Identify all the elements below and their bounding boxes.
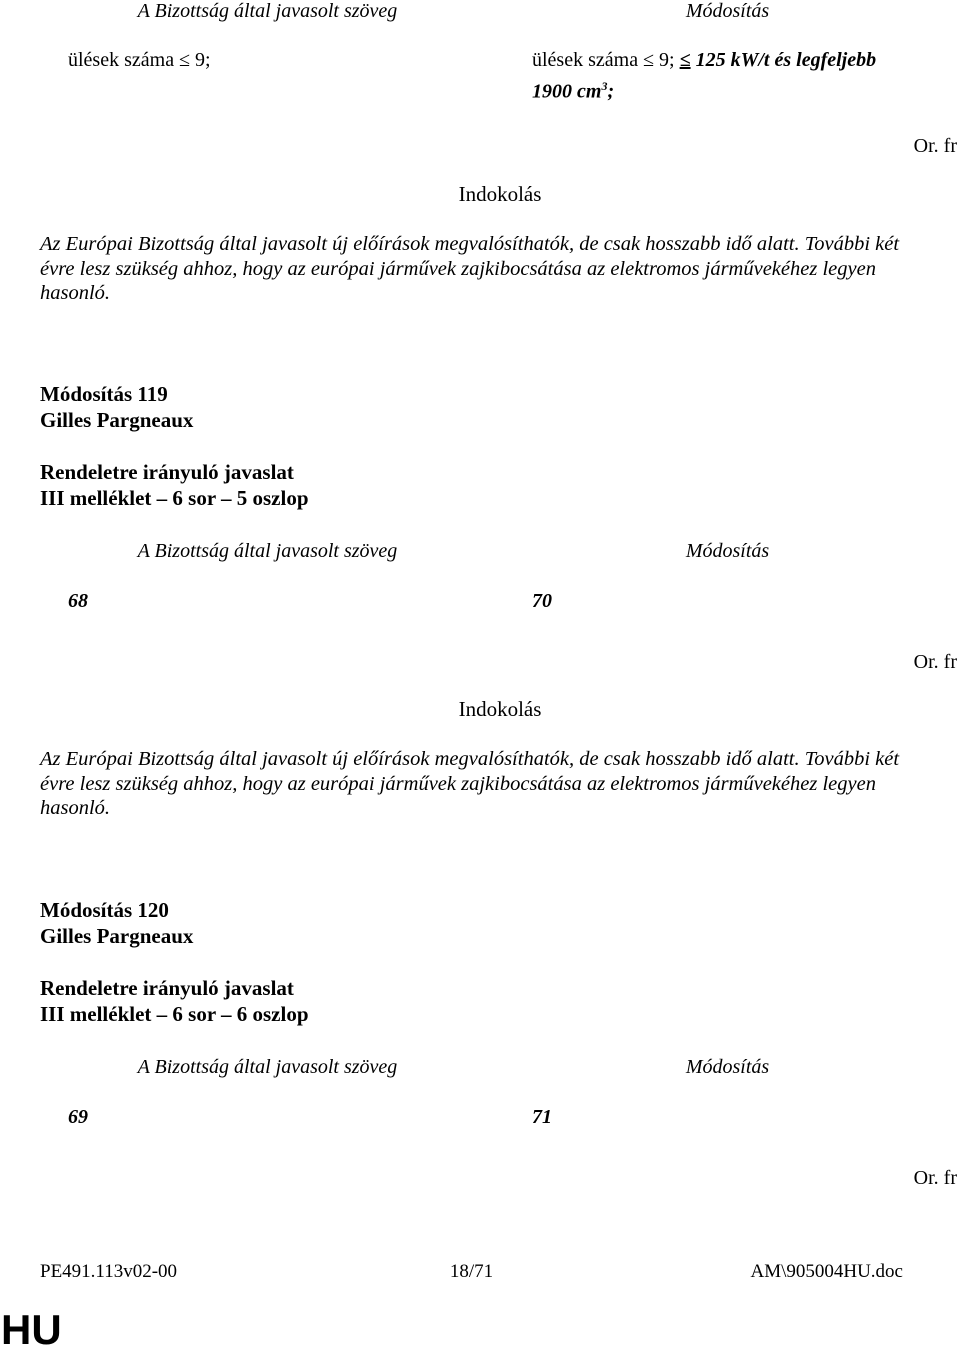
amendment-author: Gilles Pargneaux — [40, 924, 194, 948]
column-header-amendment: Módosítás — [685, 1056, 770, 1078]
amendment-text-line2: 1900 $cm^3$; — [532, 79, 615, 103]
commission-text-cell: ülések száma ≤ 9; — [68, 49, 211, 71]
amendment-author: Gilles Pargneaux — [40, 408, 194, 432]
original-language-note: Or. fr — [913, 651, 957, 673]
footer-document-id: PE491.113v02-00 — [40, 1261, 178, 1282]
amendment-text-prefix: ülések száma ≤ 9; — [532, 49, 675, 71]
footer-file-name: AM\905004HU.doc — [750, 1261, 903, 1282]
commission-value-cell: 68 — [68, 590, 88, 612]
original-language-note: Or. fr — [913, 135, 957, 157]
amendment-value-cell: 71 — [532, 1106, 552, 1128]
column-header-commission-text: A Bizottság által javasolt szöveg — [137, 1056, 398, 1078]
amendment-number: Módosítás 120 — [40, 898, 169, 922]
justification-heading: Indokolás — [458, 697, 542, 721]
footer-page-number: 18/71 — [449, 1261, 494, 1282]
amendment-text-cell — [532, 50, 876, 70]
original-language-note: Or. fr — [913, 1167, 957, 1189]
proposal-title: Rendeletre irányuló javaslat — [40, 460, 294, 484]
amendment-number: Módosítás 119 — [40, 382, 168, 406]
amendment-value-cell: 70 — [532, 590, 552, 612]
column-header-amendment: Módosítás — [685, 540, 770, 562]
column-header-commission-text: A Bizottság által javasolt szöveg — [137, 540, 398, 562]
amendment-text-added: ≤ 125 kW/t és legfeljebb — [679, 49, 877, 71]
justification-heading: Indokolás — [458, 182, 542, 206]
commission-value-cell: 69 — [68, 1106, 88, 1128]
column-header-amendment: Módosítás — [685, 0, 770, 22]
proposal-reference: III melléklet – 6 sor – 5 oszlop — [40, 486, 309, 510]
justification-text: Az Európai Bizottság által javasolt új előírások megvalósíthatók, de csak hosszabb idő alatt. További két évre lesz szükség ahhoz, hogy az európai járművek zajkibocsátása az elektromos járművekéhez legyen hasonló. — [40, 233, 900, 304]
proposal-reference: III melléklet – 6 sor – 6 oszlop — [40, 1002, 309, 1026]
proposal-title: Rendeletre irányuló javaslat — [40, 976, 294, 1000]
language-code: HU — [1, 1306, 62, 1353]
justification-text: Az Európai Bizottság által javasolt új előírások megvalósíthatók, de csak hosszabb idő alatt. További két évre lesz szükség ahhoz, hogy az európai járművek zajkibocsátása az elektromos járművekéhez legyen hasonló. — [40, 748, 900, 819]
column-header-commission-text: A Bizottság által javasolt szöveg — [137, 0, 398, 22]
